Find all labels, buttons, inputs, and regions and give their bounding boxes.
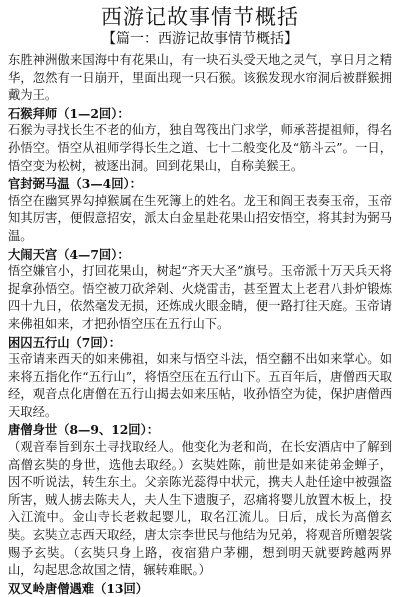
section-heading: 唐僧身世（8—9、12回）： [8,422,160,438]
section-heading: 官封弼马温（3—4回）： [8,176,142,192]
page-title: 西游记故事情节概括 [101,5,299,29]
section-heading: 大闹天宫（4—7回）： [8,246,130,262]
section-heading: 石猴拜师（1—2回）： [8,105,130,121]
section-heading: 困囚五行山（7回）： [8,334,122,350]
section-heading: 双叉岭唐僧遇难（13回） [8,580,149,596]
paragraph: 石猴为寻找长生不老的仙方，独自驾筏出门求学，师承菩提祖师，得名孙悟空。悟空从祖师学得长生之道、七十二般变化及“筋斗云”。一日，悟空变为松树，被逐出洞。回到花果山，自称美猴王。 [8,123,392,173]
page-subtitle: 【篇一：西游记故事情节概括】 [102,31,298,47]
paragraph: 悟空嫌官小，打回花果山，树起“齐天大圣”旗号。玉帝派十万天兵天将捉拿孙悟空。悟空被刀砍斧剁、火烧雷击，甚至置太上老君八卦炉锻炼四十九日，依然毫发无损，还炼成火眼金睛，便一路打往天庭。玉帝请来佛祖如来，才把孙悟空压在五行山下。 [8,264,392,331]
paragraph: 悟空在幽冥界勾掉猴属在生死簿上的姓名。龙王和阎王表奏玉帝，玉帝知其厉害，便假意招安，派太白金星赴花果山招安悟空，将其封为弼马温。 [8,193,392,243]
paragraph: 玉帝请来西天的如来佛祖，如来与悟空斗法，悟空翻不出如来掌心。如来将五指化作“五行山”，将悟空压在五行山下。五百年后，唐僧西天取经，观音点化唐僧在五行山揭去如来压帖，收孙悟空为徒，保护唐僧西天取经。 [8,352,392,419]
paragraph: 东胜神洲傲来国海中有花果山，有一块石头受天地之灵气，享日月之精华，忽然有一日崩开，里面出现一只石猴。该猴发现水帘洞后被群猴拥戴为王。 [8,53,392,103]
paragraph: （观音奉旨到东土寻找取经人。他变化为老和尚，在长安酒店中了解到高僧玄奘的身世，选他去取经。）玄奘姓陈，前世是如来徒弟金蝉子，因不听说法，转生东土。父亲陈光蕊得中状元，携夫人赴任途中被强盗所害，贼人掳去陈夫人，夫人生下遗腹子，忍痛将婴儿放置木板上，投入江流中。金山寺长老救起婴儿，取名江流儿。日后，成长为高僧玄奘。玄奘立志西天取经，唐太宗李世民与他结为兄弟，将观音所赠袈裟赐予玄奘。（玄奘只身上路，夜宿猎户茅棚，想到明天就要跨越两界山，勾起思念故国之情，辗转难眠。） [8,440,392,578]
document-body [8,52,392,597]
